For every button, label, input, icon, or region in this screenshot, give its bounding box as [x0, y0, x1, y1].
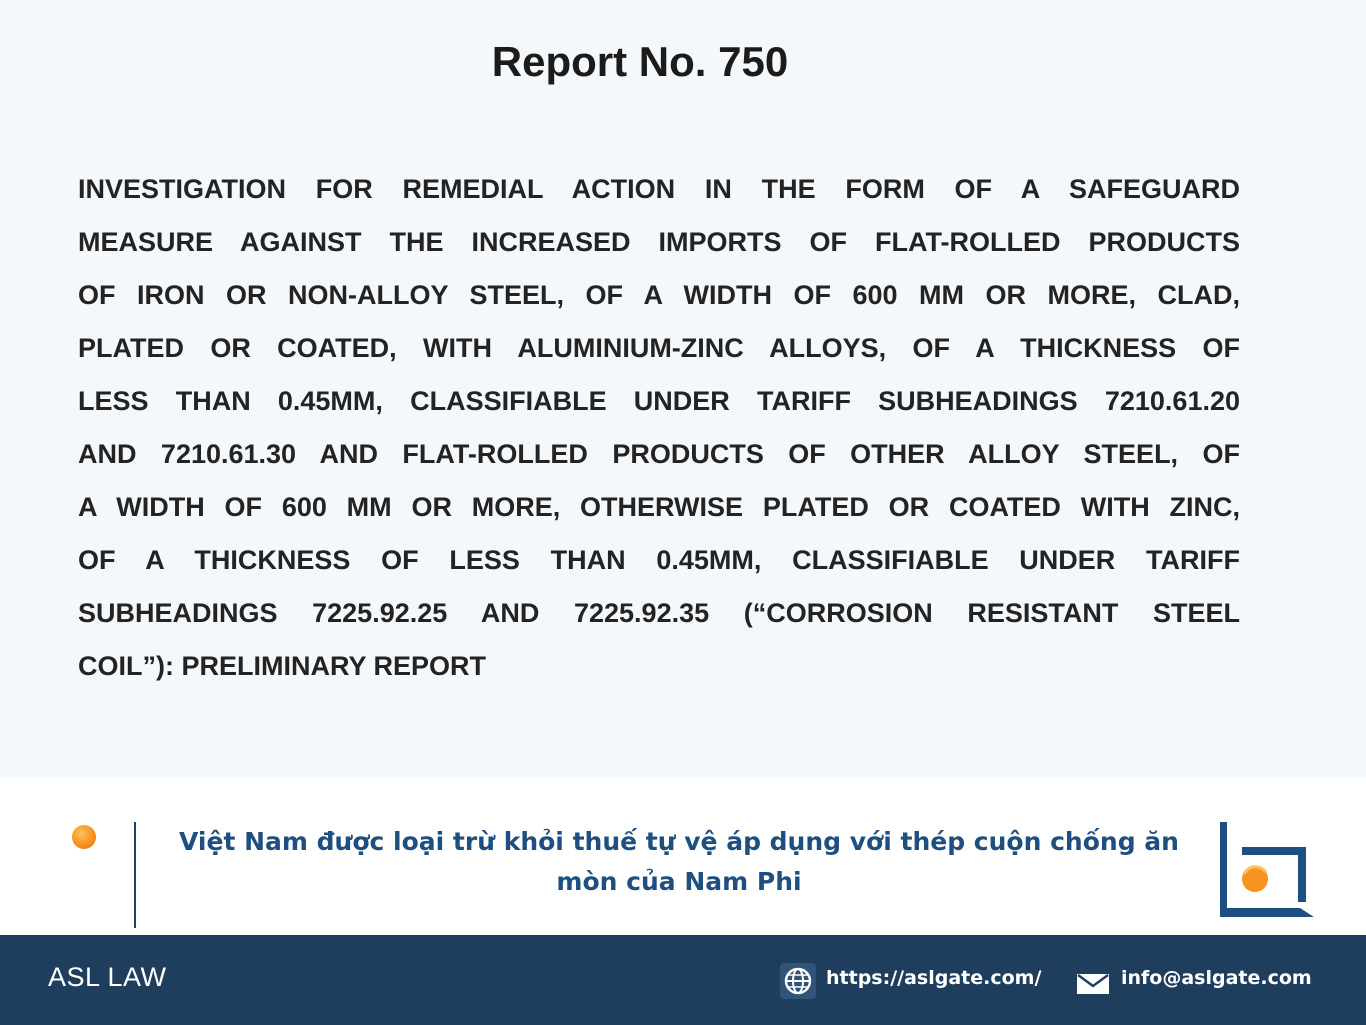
- report-body-line: PLATED OR COATED, WITH ALUMINIUM-ZINC ALLOYS, OF A THICKNESS OF: [78, 333, 1240, 363]
- report-body-line: COIL”): PRELIMINARY REPORT: [78, 651, 487, 681]
- report-body-line: SUBHEADINGS 7225.92.25 AND 7225.92.35 (“CORROSION RESISTANT STEEL: [78, 598, 1240, 628]
- orange-dot-icon: [72, 825, 96, 849]
- email-link[interactable]: info@aslgate.com: [1121, 967, 1312, 989]
- report-body-line: OF IRON OR NON-ALLOY STEEL, OF A WIDTH OF 600 MM OR MORE, CLAD,: [78, 280, 1240, 310]
- brand-name: ASL LAW: [48, 962, 167, 992]
- report-title: Report No. 750: [491, 38, 789, 85]
- report-body-line: INVESTIGATION FOR REMEDIAL ACTION IN THE FORM OF A SAFEGUARD: [78, 174, 1240, 204]
- report-body-line: LESS THAN 0.45MM, CLASSIFIABLE UNDER TARIFF SUBHEADINGS 7210.61.20: [78, 386, 1240, 416]
- report-body-line: A WIDTH OF 600 MM OR MORE, OTHERWISE PLATED OR COATED WITH ZINC,: [78, 492, 1240, 522]
- website-link[interactable]: https://aslgate.com/: [826, 967, 1042, 989]
- mail-icon: [1076, 972, 1110, 996]
- report-body-line: AND 7210.61.30 AND FLAT-ROLLED PRODUCTS OF OTHER ALLOY STEEL, OF: [78, 439, 1240, 469]
- globe-icon: [780, 963, 816, 999]
- report-body-line: MEASURE AGAINST THE INCREASED IMPORTS OF FLAT-ROLLED PRODUCTS: [78, 227, 1240, 257]
- caption-headline: Việt Nam được loại trừ khỏi thuế tự vệ áp dụng với thép cuộn chống ăn mòn của Nam Phi: [179, 827, 1179, 896]
- caption-divider: [134, 822, 136, 928]
- report-body: [78, 163, 1240, 693]
- report-body-line: OF A THICKNESS OF LESS THAN 0.45MM, CLASSIFIABLE UNDER TARIFF: [78, 545, 1240, 575]
- asl-logo-icon: [1214, 820, 1318, 920]
